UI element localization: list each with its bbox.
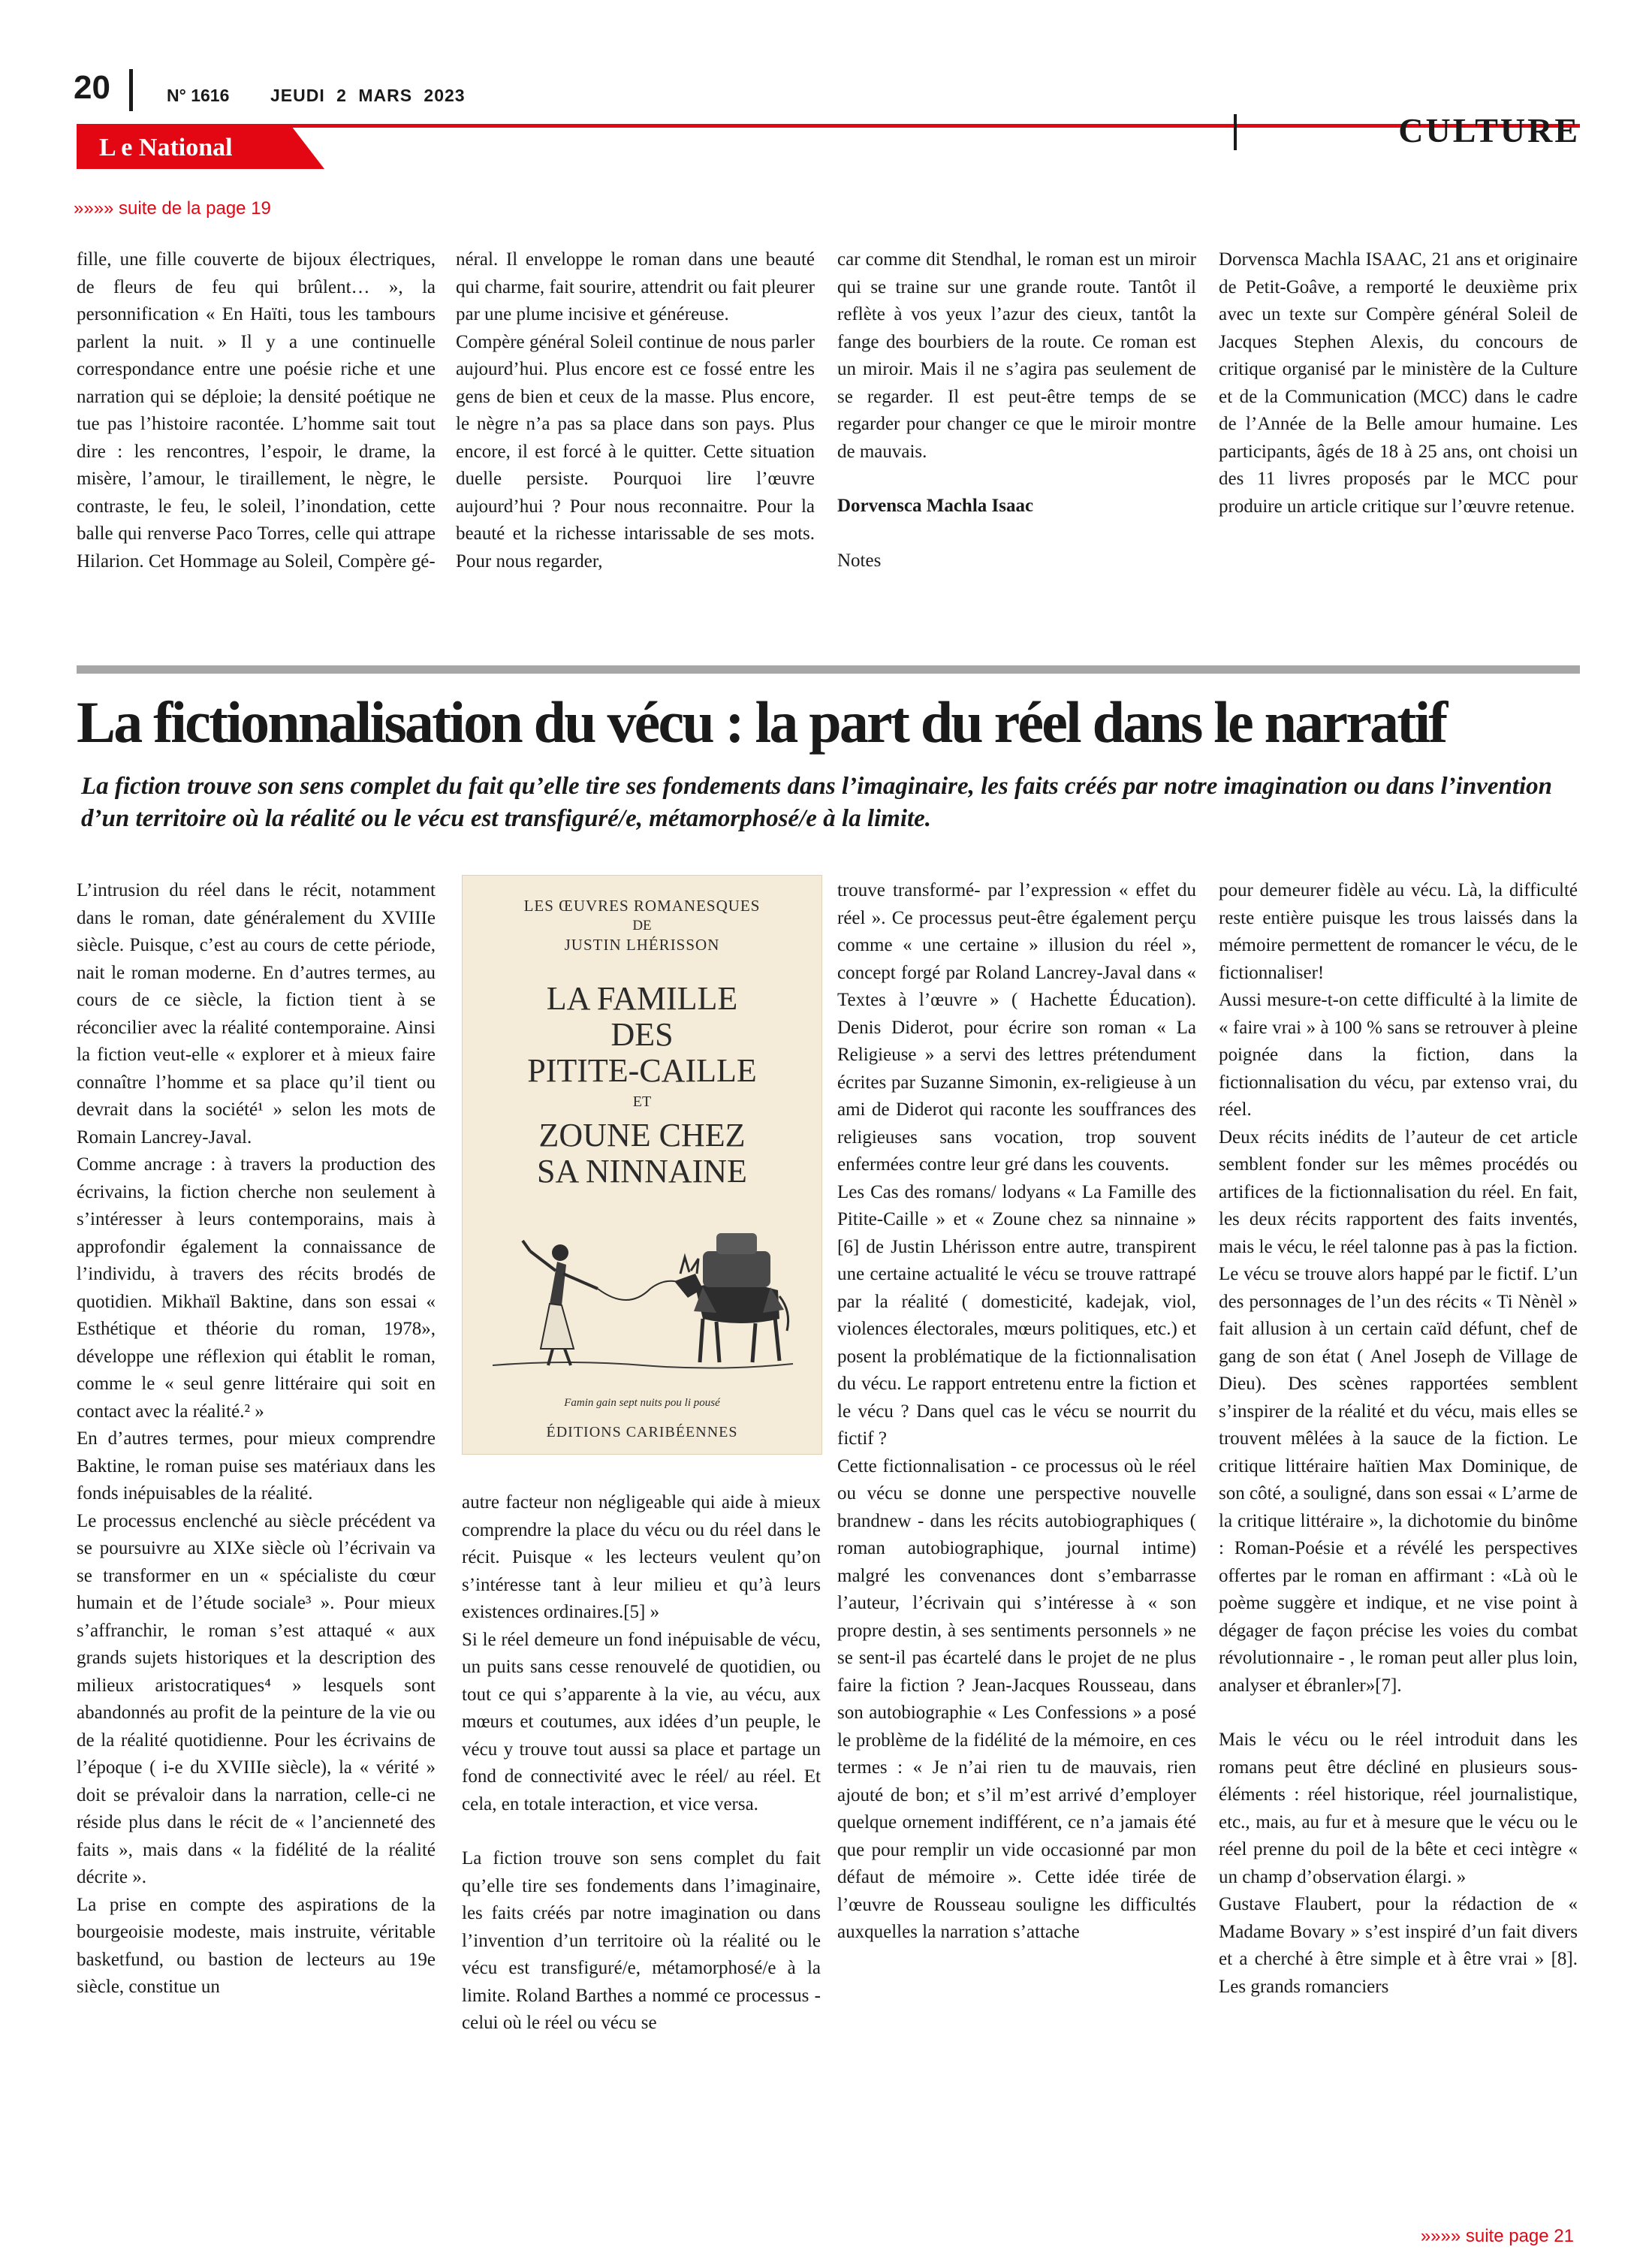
paragraph: La prise en compte des aspirations de la bourgeoisie modeste, mais instruite, véritable basketfund, ou bastion de lecteurs au 19e siècle, constitue un (77, 1894, 436, 1997)
prev-article-column-4 (1219, 246, 1578, 520)
paragraph: car comme dit Stendhal, le roman est un miroir qui se traine sur une grande route. Tantôt il reflète à vos yeux l’azur des cieux, tantôt la fange des bourbiers de la route. Ce roman est un miroir. Mais il ne s’agira pas seulement de se regarder. Il est peut-être temps de se regarder pour changer ce que le miroir montre de mauvais. (837, 249, 1196, 462)
article-column-2 (462, 1489, 821, 2037)
continued-to-link[interactable]: »»»» suite page 21 (1420, 2226, 1574, 2246)
cover-caption: Famin gain sept nuits pou li pousé (564, 1397, 720, 1409)
prev-article-column-2 (456, 246, 815, 575)
paragraph: Comme ancrage : à travers la production des écrivains, la fiction cherche non seulement à s’intéresser à leurs contemporains, mais à approfondir également la connaissance de l’individu, à travers des récits brodés de quotidien. Mikhaïl Baktine, dans son essai « Esthétique et théorie du roman, 1978», développe une réflexion qui établit le roman, comme le « seul genre littéraire qui soit en contact avec la réalité.² » (77, 1154, 436, 1422)
paragraph: Aussi mesure-t-on cette difficulté à la limite de « faire vrai » à 100 % sans se retrouver à pleine poignée dans la fiction, dans la fictionnalisation du vécu, par extenso vrai, du réel. (1219, 990, 1578, 1120)
paragraph: Si le réel demeure un fond inépuisable de vécu, un puits sans cesse renouvelé de quotidien, ou tout ce qui s’apparente à la vie, au vécu, aux mœurs et coutumes, aux idées d’un peuple, le vécu y trouve tout aussi sa place et partage un fond de connectivité avec le réel/ au réel. Et cela, en totale interaction, et vice versa. (462, 1629, 821, 1814)
prev-article-column-3 (837, 246, 1196, 575)
paragraph: Compère général Soleil continue de nous parler aujourd’hui. Plus encore est ce fossé entre les gens de bien et ceux de la masse. Plus encore, le nègre n’a pas sa place dans son pays. Plus encore, il est forcé à le quitter. Cette situation duelle persiste. Pourquoi lire l’œuvre aujourd’hui ? Pour nous reconnaitre. Pour la beauté et la richesse intarissable de ses mots. Pour nous regarder, (456, 331, 815, 572)
paragraph: En d’autres termes, pour mieux comprendre Baktine, le roman puise ses matériaux dans les fonds inépuisables de la réalité. (77, 1428, 436, 1504)
paragraph: Gustave Flaubert, pour la rédaction de « Madame Bovary » s’est inspiré d’un fait divers et a cherché à être simple et à être vrai » [8]. Les grands romanciers (1219, 1894, 1578, 1997)
paragraph: La fiction trouve son sens complet du fait qu’elle tire ses fondements dans l’imaginaire, les faits créés par notre imagination ou dans l’invention d’un territoire où la réalité ou le vécu est transfiguré/e, métamorphosé/e à la limite. Roland Barthes a nommé ce processus - celui où le réel ou vécu se (462, 1848, 821, 2033)
continued-from-link[interactable]: »»»» suite de la page 19 (74, 198, 271, 219)
paragraph: trouve transformé- par l’expression « effet du réel ». Ce processus peut-être également perçu comme « une certaine » illusion du réel », concept forgé par Roland Lancrey-Javal dans « Textes à l’œuvre » ( Hachette Éducation). Denis Diderot, pour écrire son roman « La Religieuse » a servi des lettres prétendument écrites par Suzanne Simonin, ex-religieuse à un ami de Diderot qui raconte les souffrances des religieuses sans vocation, trop souvent enfermées contre leur gré dans les couvents. (837, 880, 1196, 1175)
article-column-1 (77, 877, 436, 2001)
paragraph: Cette fictionnalisation - ce processus où le réel ou vécu se donne une perspective nouvelle brandnew - dans les récits autobiographiques ( roman autobiographique, journal intime) malgré les convenances dont s’embarrasse l’auteur, l’écrivain qui s’intéresse à « son propre destin, à ses sentiments personnels » ne se sent-il pas écartelé dans le projet de ne plus faire la fiction ? Jean-Jacques Rousseau, dans son autobiographie « Les Confessions » a posé le problème de la fidélité de la mémoire, en ces termes : « Je n’ai rien tu de mauvais, rien ajouté de bon; et s’il m’est arrivé d’employer quelque ornement indifférent, ce n’a jamais été que pour remplir un vide occasionné par mon défaut de mémoire ». Cette idée tirée de l’œuvre de Rousseau souligne les difficultés auxquelles la narration s’attache (837, 1455, 1196, 1942)
paragraph: pour demeurer fidèle au vécu. Là, la difficulté reste entière puisque les trous laissés dans la mémoire permettent de romancer le vécu, de le fictionnaliser! (1219, 880, 1578, 983)
paragraph: L’intrusion du réel dans le récit, notamment dans le roman, date généralement du XVIIIe siècle. Puisque, c’est au cours de cette période, nait le roman moderne. En d’autres termes, au cours de ce siècle, la fiction tient à se réconcilier avec la réalité contemporaine. Ainsi la fiction veut-elle « explorer et à mieux faire connaître l’homme et sa place qu’il tient ou devrait dans la société¹ » selon les mots de Romain Lancrey-Javal. (77, 880, 436, 1148)
paragraph: néral. Il enveloppe le roman dans une beauté qui charme, fait sourire, attendrit ou fait pleurer par une plume incisive et généreuse. (456, 249, 815, 324)
cover-de: DE (632, 918, 652, 933)
cover-publisher: ÉDITIONS CARIBÉENNES (546, 1424, 738, 1440)
issue-number: N° 1616 (167, 86, 230, 105)
paragraph: Le processus enclenché au siècle précédent va se poursuivre au XIXe siècle où l’écrivain va se transformer en un « spécialiste du cœur humain et de l’étude sociale³ ». Pour mieux s’affranchir, le roman s’est attaqué « aux grands sujets historiques et la description des milieux aristocratiques⁴ » lesquels sont abandonnés au profit de la peinture de la vie ou de la réalité quotidienne. Pour les écrivains de l’époque ( i-e du XVIIIe siècle), la « vérité » doit se prévaloir dans la narration, celle-ci ne réside plus dans le récit de « l’ancienneté des faits », mais dans « la fidélité de la réalité décrite ». (77, 1510, 436, 1887)
cover-title-line: DES (610, 1016, 674, 1053)
paragraph: Les Cas des romans/ lodyans « La Famille des Pitite-Caille » et « Zoune chez sa ninnaine » [6] de Justin Lhérisson entre autre, transpirent une certaine actualité le vécu se trouve rattrapé par la réalité ( domesticité, kadejak, viol, violences électorales, mœurs politiques, etc.) et posent la problématique de la fictionnalisation du vécu. Le rapport entretenu entre la fiction et le vécu ? Dans quel cas le vécu se nourrit du fictif ? (837, 1181, 1196, 1449)
article-separator (77, 665, 1580, 674)
cover-title-line: ZOUNE CHEZ (538, 1117, 746, 1154)
page-number-divider (129, 69, 133, 111)
article-column-4 (1219, 877, 1578, 2001)
article-deck: La fiction trouve son sens complet du fait qu’elle tire ses fondements dans l’imaginaire, les faits créés par notre imagination ou dans l’invention d’un territoire où la réalité ou le vécu est transfiguré/e, métamorphosé/e à la limite. (81, 773, 1553, 832)
article-column-3 (837, 877, 1196, 1947)
article-headline: La fictionnalisation du vécu : la part du réel dans le narratif (77, 689, 1446, 755)
prev-article-column-1 (77, 246, 436, 575)
cover-title-line: PITITE-CAILLE (527, 1052, 757, 1089)
notes-label: Notes (837, 550, 882, 571)
paragraph: Mais le vécu ou le réel introduit dans les romans peut être décliné en plusieurs sous-éléments : réel historique, réel journalistique, etc., mais, au fur et à mesure que le vécu ou le réel prenne du poil de la bête et ceci intègre « un champ d’observation élargi. » (1219, 1730, 1578, 1887)
issue-date: JEUDI 2 MARS 2023 (270, 86, 466, 105)
section-divider (1234, 114, 1237, 150)
brand-logo-text: L e National (99, 134, 233, 161)
cover-title-et: ET (632, 1093, 652, 1110)
paragraph: fille, une fille couverte de bijoux électriques, de fleurs de feu qui brûlent… », la personnification « En Haïti, tous les tambours parlent la nuit. » Il y a une continuelle correspondance entre une poésie riche et une narration qui se déploie; la densité poétique ne tue pas l’histoire racontée. L’homme sait tout dire : les rencontres, l’espoir, le drame, la misère, l’amour, le tiraillement, le nègre, le contraste, le feu, le soleil, l’inondation, cette balle qui renverse Paco Torres, celle qui attrape Hilarion. Cet Hommage au Soleil, Compère gé- (77, 249, 436, 572)
paragraph: Deux récits inédits de l’auteur de cet article semblent fonder sur les mêmes procédés ou artifices de la fictionnalisation du réel. En fait, les deux récits rapportent des faits inventés, mais le vécu, le réel talonne pas à pas la fiction. Le vécu se trouve alors happé par le fictif. L’un des personnages de l’un des récits « Ti Nènèl » fait allusion à un certain caïd défunt, chef de gang de son état ( Anel Joseph de Village de Dieu). Des scènes rapportées semblent s’inspirer de la réalité et du vécu, mais elles se trouvent mêlées à la sauce de la fiction. Le critique littéraire haïtien Max Dominique, de son côté, a souligné, dans son essai « L’arme de la critique littéraire », la dichotomie du binôme : Roman-Poésie et a révélé les perspectives offertes par le roman en affirmant : «Là où le poème suggère et indique, et ne vise point à dégager de façon précise les voies du combat révolutionnaire - , le roman peut aller plus loin, analyser et ébranler»[7]. (1219, 1126, 1578, 1696)
header-red-rule (77, 124, 1580, 128)
cover-illustration (478, 1199, 808, 1386)
cover-title-line: SA NINNAINE (537, 1153, 747, 1190)
page-number: 20 (74, 69, 110, 106)
paragraph: autre facteur non négligeable qui aide à mieux comprendre la place du vécu ou du réel dans le récit. Puisque « les lecteurs veulent qu’on s’intéresse tant à leur milieu et qu’à leurs existences ordinaires.[5] » (462, 1492, 821, 1622)
author-bio: Dorvensca Machla ISAAC, 21 ans et originaire de Petit-Goâve, a remporté le deuxième prix avec un texte sur Compère général Soleil de Jacques Stephen Alexis, du concours de critique organisé par le ministère de la Culture et de la Communication (MCC) dans le cadre de l’Année de la Belle amour humaine. Les participants, âgés de 18 à 25 ans, ont choisi un des 11 livres proposés par le MCC pour produire un article critique sur l’œuvre retenue. (1219, 249, 1578, 517)
cover-series: LES ŒUVRES ROMANESQUES (523, 897, 761, 915)
author-signature: Dorvensca Machla Isaac (837, 496, 1034, 516)
cover-author: JUSTIN LHÉRISSON (564, 936, 720, 954)
section-title: CULTURE (1398, 111, 1580, 149)
cover-title-line: LA FAMILLE (546, 980, 738, 1017)
book-cover-image (462, 875, 822, 1455)
